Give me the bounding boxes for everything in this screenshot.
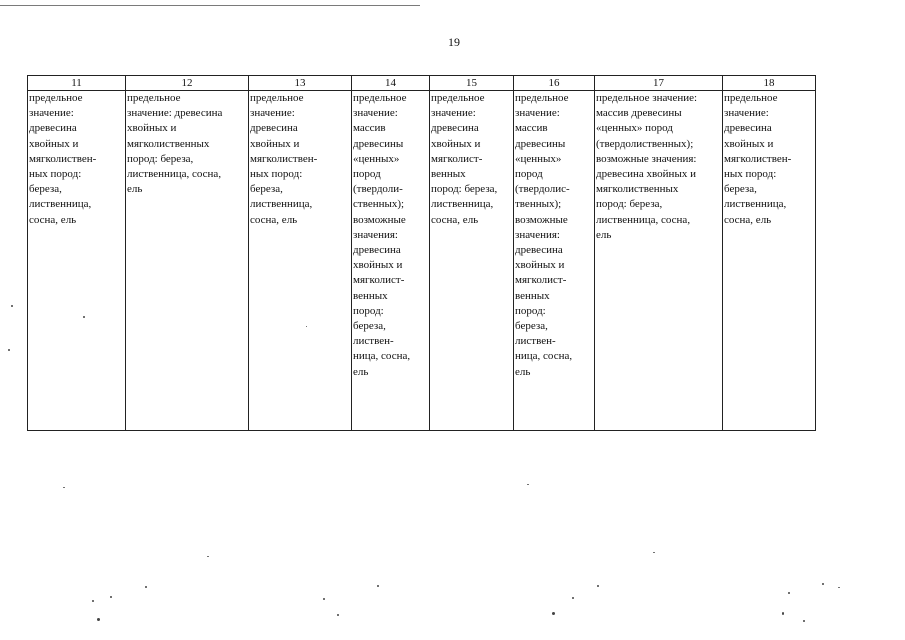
column-header-16: 16 [514,76,595,91]
column-header-14: 14 [352,76,430,91]
column-header-17: 17 [595,76,723,91]
column-header-11: 11 [28,76,126,91]
scan-speck [11,305,13,307]
scan-speck [377,585,379,587]
table-row [28,91,816,431]
scan-speck [92,600,94,602]
table-cell-col-11: предельное значение: древесина хвойных и мягколиствен- ных пород: береза, лиственница, сосна, ель [28,91,126,431]
top-rule [0,5,420,6]
specification-table [27,75,816,431]
column-header-18: 18 [723,76,816,91]
column-header-15: 15 [430,76,514,91]
scan-speck [323,598,325,600]
page-number: 19 [448,35,460,49]
header-row [28,76,816,91]
table-cell-col-13: предельное значение: древесина хвойных и мягколиствен- ных пород: береза, лиственница, сосна, ель [249,91,352,431]
scan-speck [145,586,147,588]
scan-speck [782,612,784,615]
table-cell-col-17: предельное значение: массив древесины «ценных» пород (твердолиственных); возможные значения: древесина хвойных и мягколиственных пород: береза, лиственница, сосна, ель [595,91,723,431]
table-cell-col-15: предельное значение: древесина хвойных и мягколист- венных пород: береза, лиственница, сосна, ель [430,91,514,431]
scan-speck [803,620,805,622]
table-cell-col-16: предельное значение: массив древесины «ценных» пород (твердолис- твенных); возможные значения: древесина хвойных и мягколист- венных пород: береза, листвен- ница, сосна, ель [514,91,595,431]
table-cell-col-14: предельное значение: массив древесины «ценных» пород (твердоли- ственных); возможные значения: древесина хвойных и мягколист- венных пород: береза, листвен- ница, сосна, ель [352,91,430,431]
scan-speck [572,597,574,599]
scan-speck [110,596,112,598]
scan-speck [822,583,824,585]
scan-speck [788,592,790,594]
scan-speck [527,484,529,485]
scan-speck [83,316,85,318]
scan-speck [552,612,555,615]
scan-speck [337,614,339,616]
scan-speck [838,587,840,588]
scan-speck [597,585,599,587]
scan-speck [63,487,65,488]
scan-speck [97,618,100,621]
table-cell-col-12: предельное значение: древесина хвойных и мягколиственных пород: береза, лиственница, сосна, ель [126,91,249,431]
scan-speck [306,326,307,327]
column-header-12: 12 [126,76,249,91]
table-cell-col-18: предельное значение: древесина хвойных и мягколиствен- ных пород: береза, лиственница, сосна, ель [723,91,816,431]
scan-speck [207,556,209,557]
column-header-13: 13 [249,76,352,91]
scan-speck [8,349,10,351]
scan-speck [653,552,655,553]
